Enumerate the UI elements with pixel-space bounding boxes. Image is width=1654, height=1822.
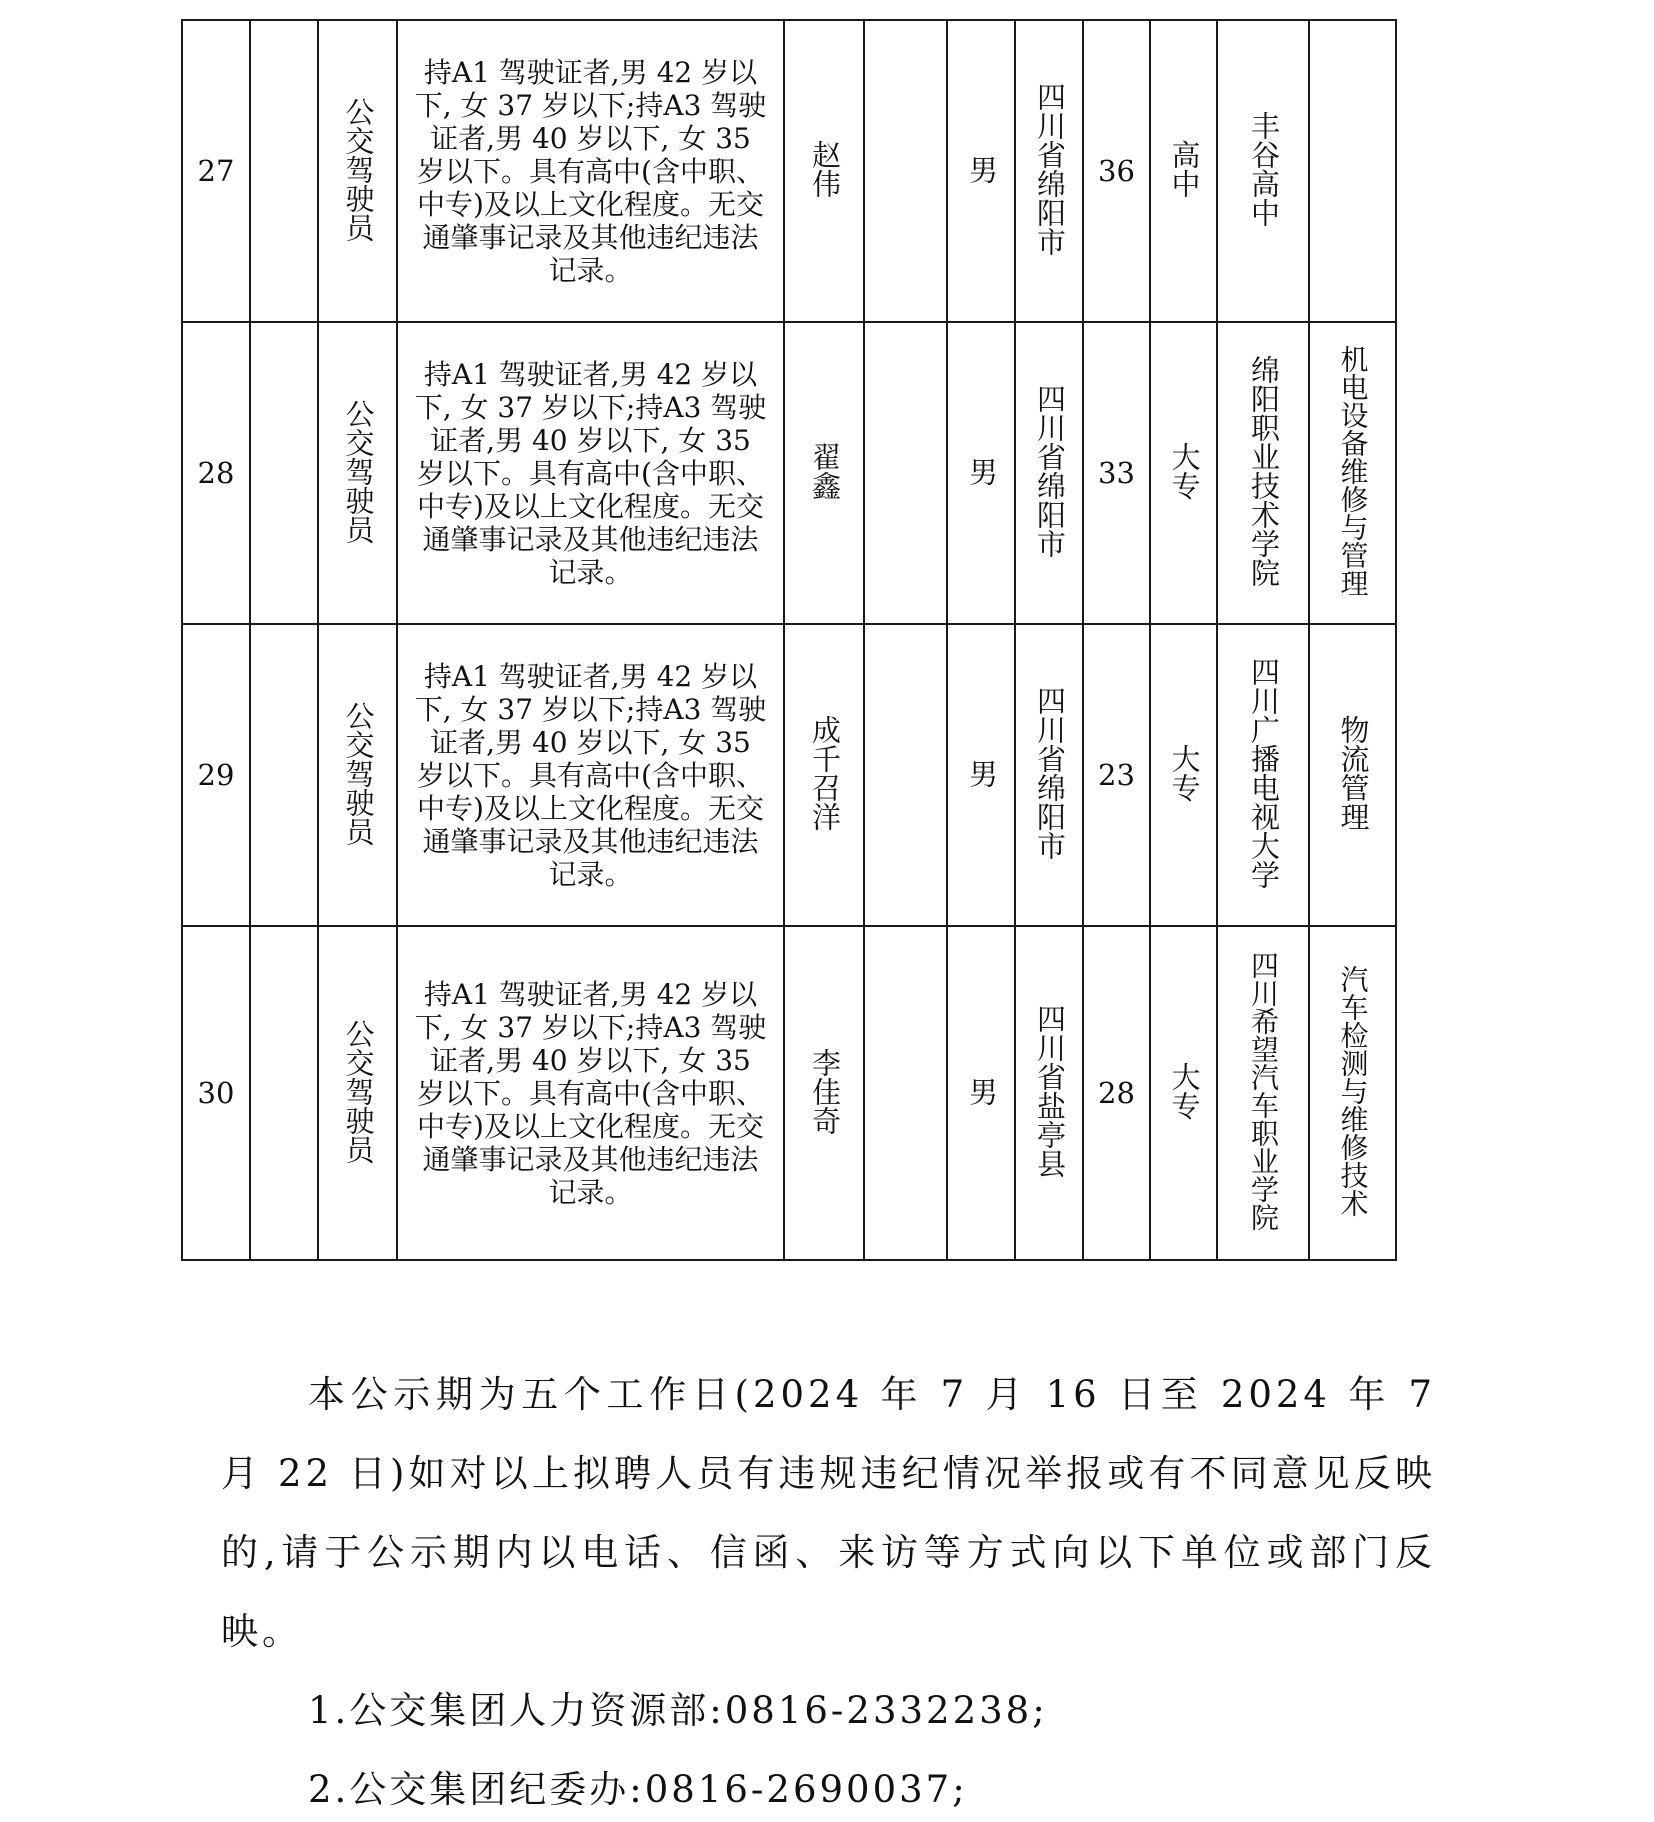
major-cell: 汽车检测与维修技术 xyxy=(1309,926,1396,1260)
school-cell: 四川希望汽车职业学院 xyxy=(1217,926,1309,1260)
education-cell: 大专 xyxy=(1150,322,1217,624)
education-cell: 高中 xyxy=(1150,20,1217,322)
gender-cell: 男 xyxy=(947,624,1015,926)
name-cell: 翟鑫 xyxy=(784,322,864,624)
position-cell: 公交驾驶员 xyxy=(318,926,397,1260)
school-cell: 绵阳职业技术学院 xyxy=(1217,322,1309,624)
name-cell: 赵伟 xyxy=(784,20,864,322)
contact-discipline-office: 2.公交集团纪委办:0816-2690037; xyxy=(308,1768,968,1811)
name-cell: 李佳奇 xyxy=(784,926,864,1260)
major-cell: 机电设备维修与管理 xyxy=(1309,322,1396,624)
personnel-table xyxy=(181,19,1397,1261)
contact-hr-department: 1.公交集团人力资源部:0816-2332238; xyxy=(308,1689,1048,1732)
empty-cell xyxy=(864,322,947,624)
gender-cell: 男 xyxy=(947,20,1015,322)
empty-cell xyxy=(864,926,947,1260)
school-cell: 丰谷高中 xyxy=(1217,20,1309,322)
origin-cell: 四川省绵阳市 xyxy=(1015,322,1083,624)
empty-cell xyxy=(250,926,318,1260)
position-cell: 公交驾驶员 xyxy=(318,20,397,322)
empty-cell xyxy=(250,322,318,624)
empty-cell xyxy=(250,624,318,926)
age-cell: 36 xyxy=(1083,20,1150,322)
table-row xyxy=(182,926,1396,1260)
major-cell xyxy=(1309,20,1396,322)
row-number: 27 xyxy=(182,20,250,322)
gender-cell: 男 xyxy=(947,926,1015,1260)
requirement-cell: 持A1 驾驶证者,男 42 岁以下, 女 37 岁以下;持A3 驾驶证者,男 40 岁以下, 女 35 岁以下。具有高中(含中职、中专)及以上文化程度。无交通肇事记录及其他违纪违法记录。 xyxy=(397,322,784,624)
notice-section xyxy=(221,1355,1436,1671)
row-number: 29 xyxy=(182,624,250,926)
education-cell: 大专 xyxy=(1150,624,1217,926)
major-cell: 物流管理 xyxy=(1309,624,1396,926)
age-cell: 28 xyxy=(1083,926,1150,1260)
gender-cell: 男 xyxy=(947,322,1015,624)
row-number: 28 xyxy=(182,322,250,624)
origin-cell: 四川省绵阳市 xyxy=(1015,624,1083,926)
education-cell: 大专 xyxy=(1150,926,1217,1260)
name-cell: 成千召洋 xyxy=(784,624,864,926)
requirement-cell: 持A1 驾驶证者,男 42 岁以下, 女 37 岁以下;持A3 驾驶证者,男 40 岁以下, 女 35 岁以下。具有高中(含中职、中专)及以上文化程度。无交通肇事记录及其他违纪违法记录。 xyxy=(397,926,784,1260)
table-row xyxy=(182,624,1396,926)
position-cell: 公交驾驶员 xyxy=(318,322,397,624)
requirement-cell: 持A1 驾驶证者,男 42 岁以下, 女 37 岁以下;持A3 驾驶证者,男 40 岁以下, 女 35 岁以下。具有高中(含中职、中专)及以上文化程度。无交通肇事记录及其他违纪违法记录。 xyxy=(397,20,784,322)
origin-cell: 四川省绵阳市 xyxy=(1015,20,1083,322)
origin-cell: 四川省盐亭县 xyxy=(1015,926,1083,1260)
position-cell: 公交驾驶员 xyxy=(318,624,397,926)
age-cell: 23 xyxy=(1083,624,1150,926)
table-row xyxy=(182,20,1396,322)
empty-cell xyxy=(864,20,947,322)
age-cell: 33 xyxy=(1083,322,1150,624)
table-row xyxy=(182,322,1396,624)
row-number: 30 xyxy=(182,926,250,1260)
requirement-cell: 持A1 驾驶证者,男 42 岁以下, 女 37 岁以下;持A3 驾驶证者,男 40 岁以下, 女 35 岁以下。具有高中(含中职、中专)及以上文化程度。无交通肇事记录及其他违纪违法记录。 xyxy=(397,624,784,926)
empty-cell xyxy=(250,20,318,322)
school-cell: 四川广播电视大学 xyxy=(1217,624,1309,926)
notice-paragraph: 本公示期为五个工作日(2024 年 7 月 16 日至 2024 年 7 月 22 日)如对以上拟聘人员有违规违纪情况举报或有不同意见反映的,请于公示期内以电话、信函、来访等方式向以下单位或部门反映。 xyxy=(221,1373,1436,1653)
empty-cell xyxy=(864,624,947,926)
